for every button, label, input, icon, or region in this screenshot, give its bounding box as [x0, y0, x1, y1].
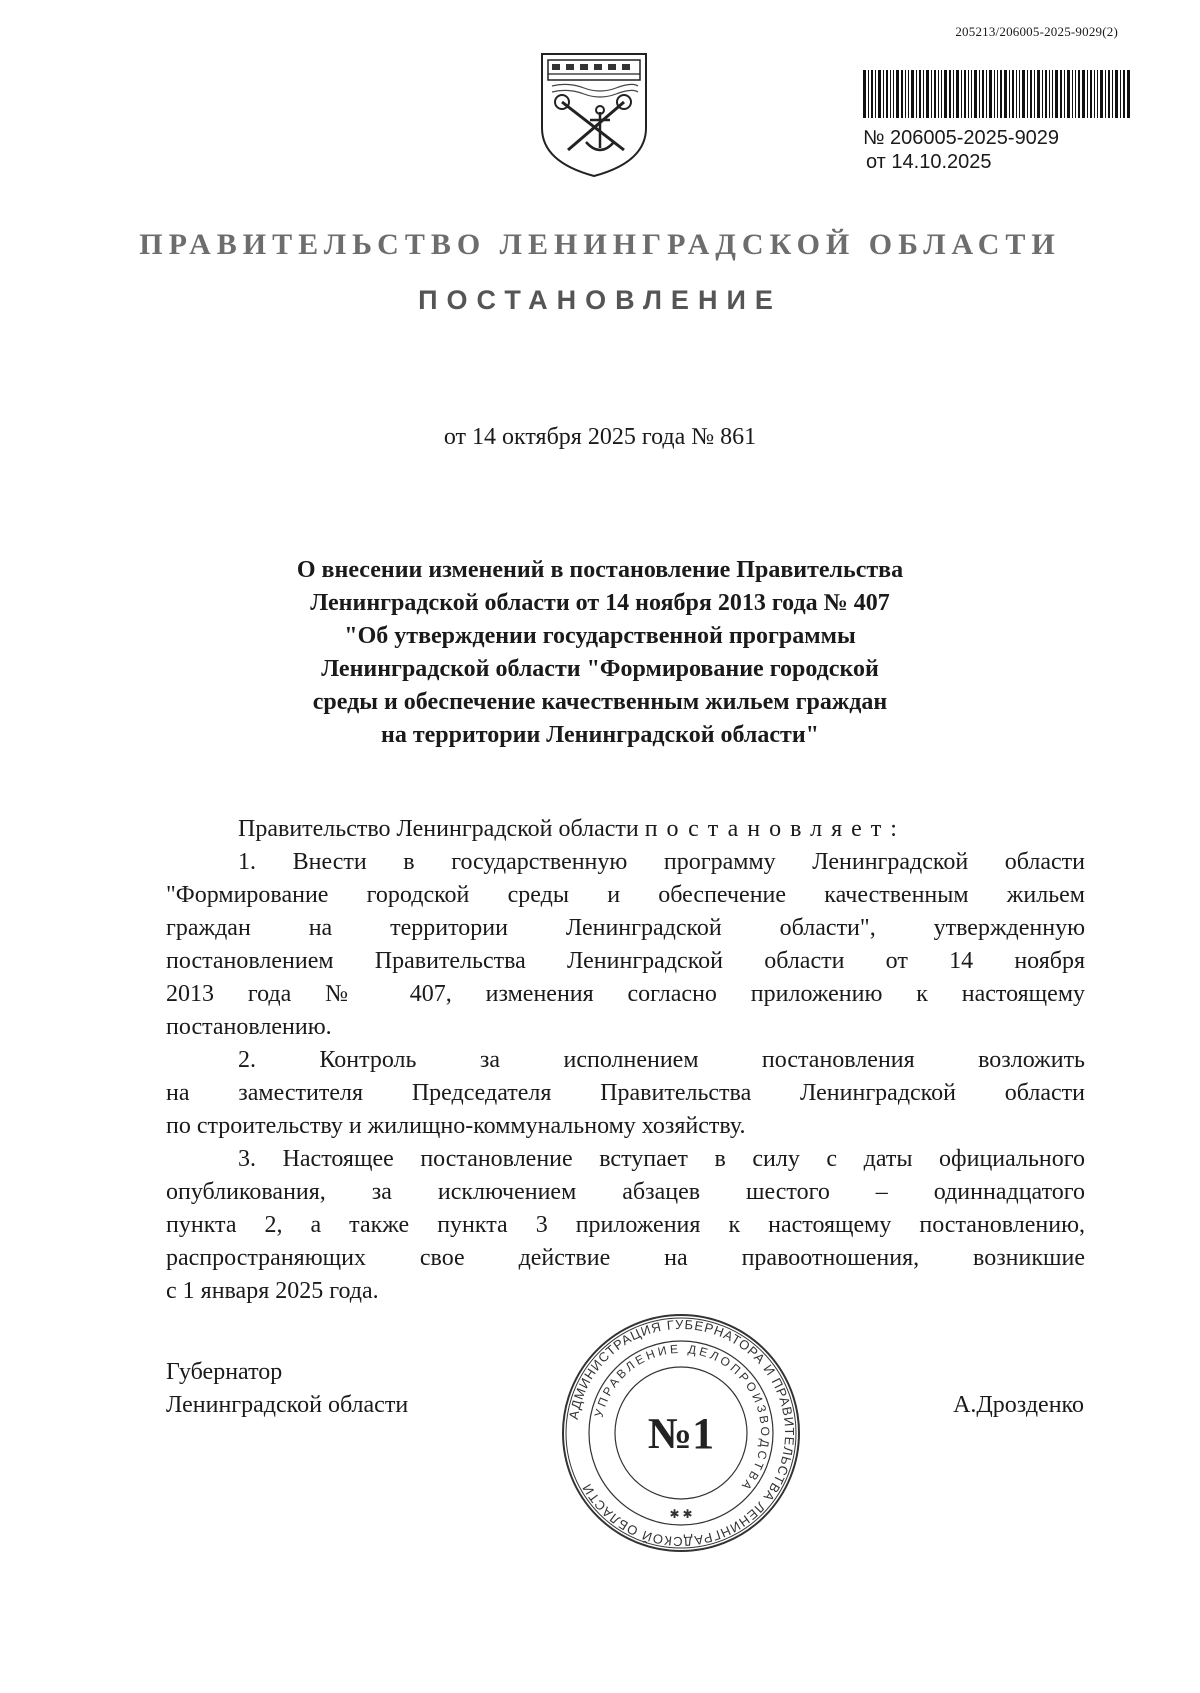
paragraph-line: постановлению.: [166, 1014, 332, 1040]
registration-number: № 206005-2025-9029: [863, 127, 1060, 149]
subject-line: среды и обеспечение качественным жильем граждан: [312, 689, 888, 715]
paragraph-1: [166, 846, 1085, 1044]
paragraph-line: 1. Внести в государственную программу Ленинградской области: [238, 849, 1085, 875]
paragraph-2: [166, 1044, 1085, 1143]
official-seal-stamp: [560, 1312, 802, 1554]
signatory-position-line: Ленинградской области: [166, 1392, 409, 1418]
preamble-text: Правительство Ленинградской области: [238, 816, 645, 842]
subject-line: Ленинградской области "Формирование городской: [321, 656, 879, 682]
paragraph-line: постановлением Правительства Ленинградской области от 14 ноября: [166, 948, 1085, 974]
seal-number: №1: [647, 1409, 715, 1458]
paragraph-line: пункта 2, а также пункта 3 приложения к настоящему постановлению,: [166, 1212, 1085, 1238]
subject-line: на территории Ленинградской области": [381, 722, 819, 748]
subject-line: "Об утверждении государственной программы: [344, 623, 856, 649]
seal-star-icon: ✱ ✱: [669, 1507, 693, 1521]
subject-line: Ленинградской области от 14 ноября 2013 года № 407: [310, 590, 890, 616]
paragraph-3: [166, 1143, 1085, 1308]
signatory-position: [166, 1356, 408, 1422]
document-code: 205213/206005-2025-9029(2): [955, 24, 1118, 39]
signatory-name: А.Дрозденко: [953, 1392, 1084, 1418]
barcode: [863, 70, 1131, 118]
paragraph-line: опубликования, за исключением абзацев шестого – одиннадцатого: [166, 1179, 1085, 1205]
decree-word: постановляет:: [644, 816, 906, 842]
paragraph-line: с 1 января 2025 года.: [166, 1278, 379, 1304]
paragraph-line: на заместителя Председателя Правительства Ленинградской области: [166, 1080, 1085, 1106]
decree-subject: [180, 554, 1020, 752]
paragraph-line: 3. Настоящее постановление вступает в силу с даты официального: [238, 1146, 1085, 1172]
registration-date: от 14.10.2025: [866, 151, 992, 173]
signatory-position-line: Губернатор: [166, 1359, 283, 1385]
document-type: ПОСТАНОВЛЕНИЕ: [418, 285, 782, 315]
paragraph-line: 2013 года № 407, изменения согласно приложению к настоящему: [166, 981, 1085, 1007]
preamble: [238, 813, 906, 846]
coat-of-arms-emblem: [538, 50, 650, 180]
decree-date-line: от 14 октября 2025 года № 861: [443, 424, 757, 450]
paragraph-line: распространяющих свое действие на правоотношения, возникшие: [166, 1245, 1085, 1271]
subject-line: О внесении изменений в постановление Правительства: [296, 557, 904, 583]
seal-outer-text: АДМИНИСТРАЦИЯ ГУБЕРНАТОРА И ПРАВИТЕЛЬСТВА ЛЕНИНГРАДСКОЙ ОБЛАСТИ: [565, 1316, 798, 1550]
seal-inner-text: УПРАВЛЕНИЕ ДЕЛОПРОИЗВОДСТВА: [591, 1341, 773, 1495]
paragraph-line: "Формирование городской среды и обеспечение качественным жильем: [166, 882, 1085, 908]
paragraph-line: граждан на территории Ленинградской области", утвержденную: [166, 915, 1085, 941]
government-title: ПРАВИТЕЛЬСТВО ЛЕНИНГРАДСКОЙ ОБЛАСТИ: [139, 228, 1061, 261]
paragraph-line: 2. Контроль за исполнением постановления возложить: [238, 1047, 1085, 1073]
paragraph-line: по строительству и жилищно-коммунальному хозяйству.: [166, 1113, 746, 1139]
